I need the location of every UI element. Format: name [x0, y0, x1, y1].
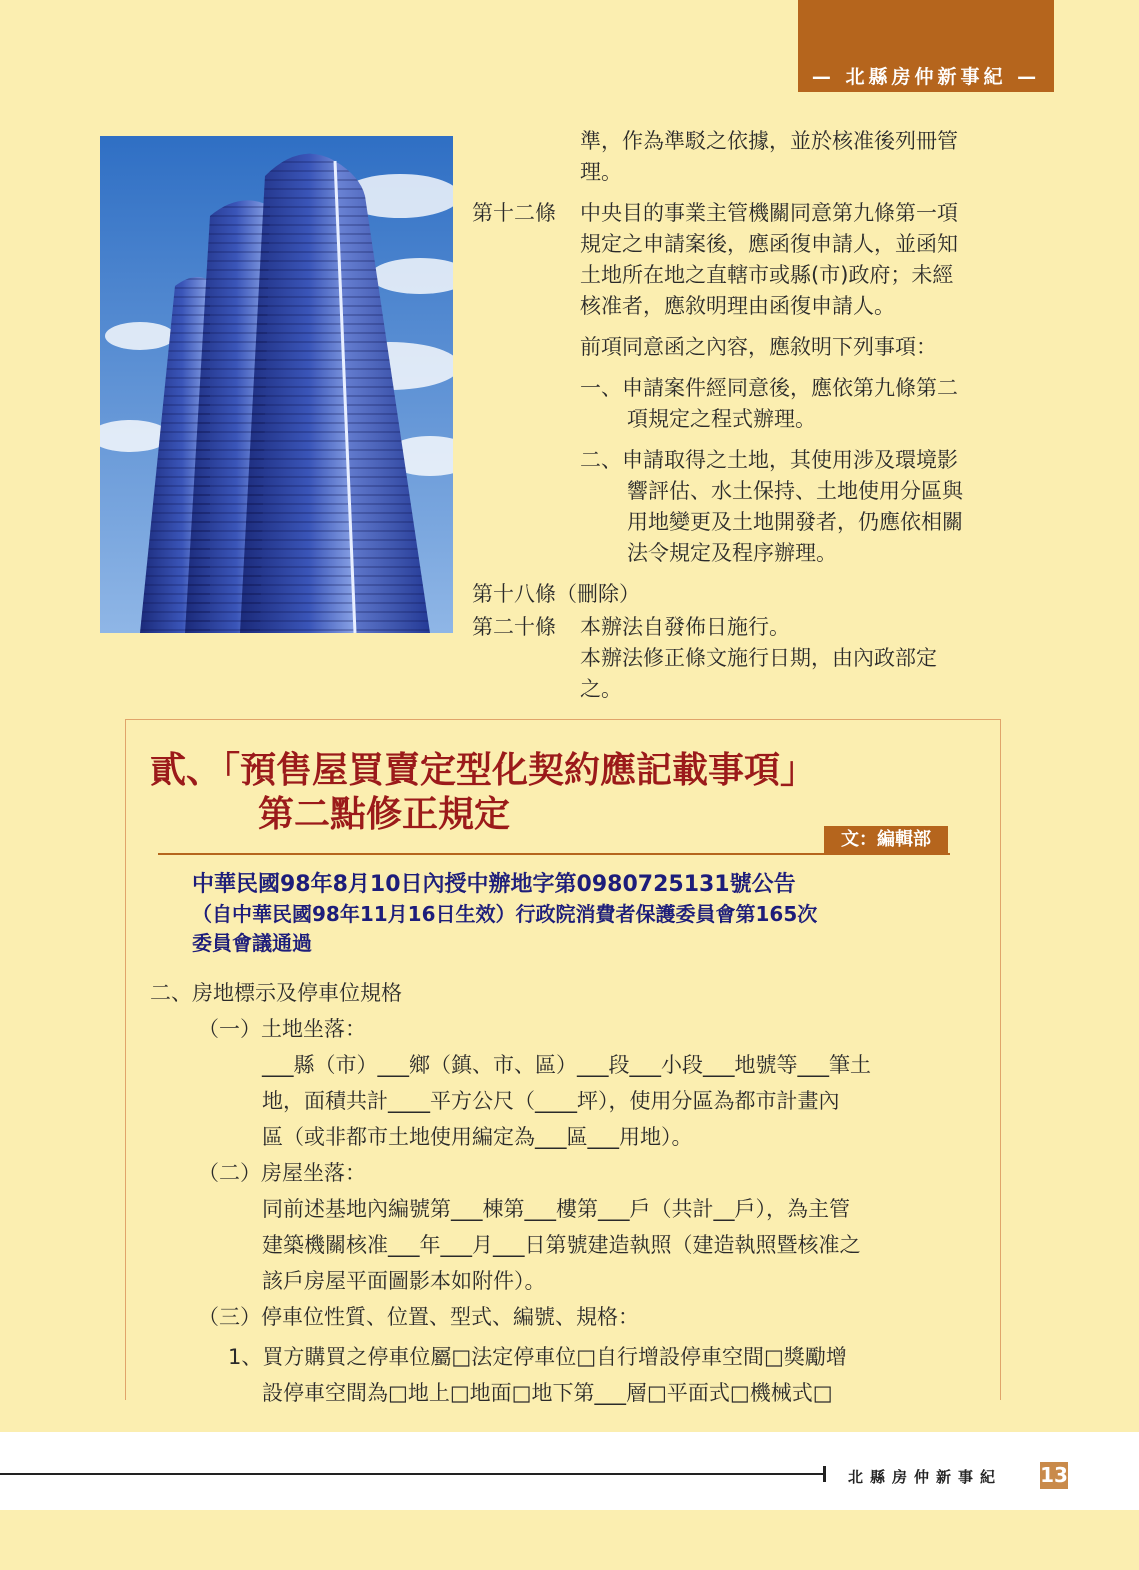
text-line: 1、買方購買之停車位屬□法定停車位□自行增設停車空間□獎勵增 — [228, 1345, 847, 1369]
announcement-line: 委員會議通過 — [192, 931, 312, 955]
text-line: 前項同意函之內容，應敘明下列事項： — [580, 335, 937, 359]
header-section-label: — 北縣房仲新事紀 — — [811, 66, 1041, 88]
text-line: 中央目的事業主管機關同意第九條第一項 — [580, 201, 958, 225]
text-line: 響評估、水土保持、土地使用分區與 — [627, 479, 963, 503]
text-line: 核准者，應敘明理由函復申請人。 — [580, 294, 895, 318]
article-12-label: 第十二條 — [472, 201, 556, 225]
text-line: （一）土地坐落： — [198, 1017, 366, 1041]
text-line: 二、申請取得之土地，其使用涉及環境影 — [580, 448, 958, 472]
footer-publication: 北縣房仲新事紀 — [848, 1468, 1003, 1486]
text-line: ___縣（市）___鄉（鎮、市、區）___段___小段___地號等___筆土 — [262, 1053, 871, 1077]
text-line: 項規定之程式辦理。 — [627, 407, 816, 431]
text-line: 之。 — [580, 677, 622, 701]
title-divider — [158, 853, 950, 855]
text-line: 用地變更及土地開發者，仍應依相關 — [627, 510, 963, 534]
footer-rule — [0, 1473, 824, 1475]
announcement-line: 中華民國98年8月10日內授中辦地字第0980725131號公告 — [192, 872, 796, 897]
text-line: 土地所在地之直轄市或縣(市)政府；未經 — [580, 263, 954, 287]
text-line: （二）房屋坐落： — [198, 1161, 366, 1185]
text-line: 法令規定及程序辦理。 — [627, 541, 837, 565]
text-line: 建築機關核准___年___月___日第號建造執照（建造執照暨核准之 — [262, 1233, 861, 1257]
section-title — [150, 748, 816, 836]
text-line: （三）停車位性質、位置、型式、編號、規格： — [198, 1305, 639, 1329]
text-line: 理。 — [580, 160, 622, 184]
text-line: 二、房地標示及停車位規格 — [150, 981, 402, 1005]
text-line: 規定之申請案後，應函復申請人，並函知 — [580, 232, 958, 256]
section-title-line2: 第二點修正規定 — [258, 793, 511, 835]
building-photo — [100, 136, 453, 633]
text-line: 同前述基地內編號第___棟第___樓第___戶（共計__戶），為主管 — [262, 1197, 850, 1221]
text-line: 準，作為準駁之依據，並於核准後列冊管 — [580, 129, 958, 153]
text-line: 本辦法修正條文施行日期，由內政部定 — [580, 646, 937, 670]
text-line: 本辦法自發佈日施行。 — [580, 615, 790, 639]
text-line: 區（或非都市土地使用編定為___區___用地）。 — [262, 1125, 693, 1149]
text-line: 該戶房屋平面圖影本如附件）。 — [262, 1269, 546, 1293]
announcement — [192, 870, 817, 958]
article-18-label: 第十八條（刪除） — [472, 582, 640, 606]
author-tag: 文：編輯部 — [824, 826, 948, 854]
text-line: 一、申請案件經同意後，應依第九條第二 — [580, 376, 958, 400]
section-title-line1: 貳、「預售屋買賣定型化契約應記載事項」 — [150, 749, 817, 791]
page-number: 13 — [1040, 1463, 1068, 1487]
announcement-line: （自中華民國98年11月16日生效）行政院消費者保護委員會第165次 — [192, 902, 818, 926]
article-20-label: 第二十條 — [472, 615, 556, 639]
text-line: 設停車空間為□地上□地面□地下第___層□平面式□機械式□ — [262, 1381, 833, 1405]
footer-rule-tick — [823, 1466, 826, 1482]
header-section-tab — [798, 0, 1054, 92]
text-line: 地，面積共計____平方公尺（____坪），使用分區為都市計畫內 — [262, 1089, 840, 1113]
